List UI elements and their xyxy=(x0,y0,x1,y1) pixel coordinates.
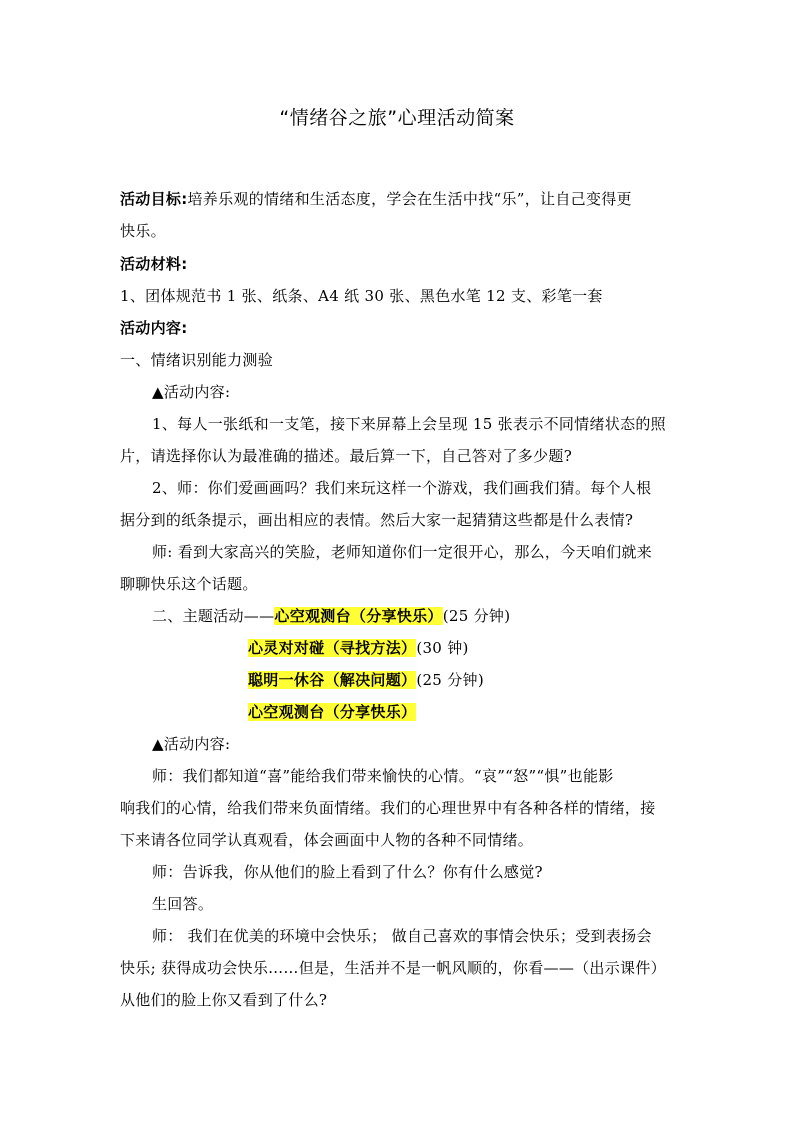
section2-line-4 xyxy=(248,702,416,722)
section2-p4c: 从他们的脸上你又看到了什么? xyxy=(120,991,328,1009)
activity-time-3: (25 分钟) xyxy=(416,671,484,689)
section2-line-2 xyxy=(248,638,469,658)
activity-time-2: (30 钟) xyxy=(416,639,469,657)
activity-time-1: (25 分钟) xyxy=(442,607,511,625)
section2-line-3 xyxy=(248,670,484,690)
section2-sub: ▲活动内容: xyxy=(152,735,231,753)
section1-p3b: 聊聊快乐这个话题。 xyxy=(120,575,258,593)
goal-line-1 xyxy=(120,189,632,209)
goal-label: 活动目标: xyxy=(120,190,188,208)
section2-p1b: 响我们的心情，给我们带来负面情绪。我们的心理世界中有各种各样的情绪，接 xyxy=(120,799,656,817)
section2-p1a: 师：我们都知道“喜”能给我们带来愉快的心情。“哀”“怒”“惧”也能影 xyxy=(152,767,614,785)
page-title: “情绪谷之旅”心理活动简案 xyxy=(279,107,515,129)
section2-p3: 生回答。 xyxy=(152,895,214,913)
goal-text-1: 培养乐观的情绪和生活态度，学会在生活中找“乐”，让自己变得更 xyxy=(187,190,632,208)
section1-p2b: 据分到的纸条提示，画出相应的表情。然后大家一起猜猜这些都是什么表情? xyxy=(120,511,634,529)
goal-line-2: 快乐。 xyxy=(120,222,166,240)
section2-p4b: 快乐; 获得成功会快乐……但是，生活并不是一帆风顺的，你看——（出示课件） xyxy=(120,959,666,977)
section2-p1c: 下来请各位同学认真观看，体会画面中人物的各种不同情绪。 xyxy=(120,831,534,849)
activity-name-1: 心空观测台（分享快乐） xyxy=(274,607,443,625)
activity-name-3: 聪明一休谷（解决问题） xyxy=(248,671,417,689)
section1-p2a: 2、师：你们爱画画吗？我们来玩这样一个游戏，我们画我们猜。每个人根 xyxy=(152,479,652,497)
activity-name-2: 心灵对对碰（寻找方法） xyxy=(248,639,417,657)
section1-sub: ▲活动内容: xyxy=(152,383,231,401)
section1-p3a: 师: 看到大家高兴的笑脸，老师知道你们一定很开心，那么，今天咱们就来 xyxy=(152,543,653,561)
section2-p2: 师：告诉我，你从他们的脸上看到了什么？你有什么感觉? xyxy=(152,863,543,881)
activity-name-4: 心空观测台（分享快乐） xyxy=(248,703,417,721)
materials-label: 活动材料: xyxy=(120,255,188,273)
section2-p4a: 师： 我们在优美的环境中会快乐； 做自己喜欢的事情会快乐；受到表扬会 xyxy=(152,927,652,945)
section2-prefix: 二、主题活动—— xyxy=(152,607,275,625)
section1-heading: 一、情绪识别能力测验 xyxy=(120,351,274,369)
section1-p1b: 片，请选择你认为最准确的描述。最后算一下，自己答对了多少题? xyxy=(120,447,573,465)
content-label: 活动内容: xyxy=(120,319,188,337)
section1-p1a: 1、每人一张纸和一支笔，接下来屏幕上会呈现 15 张表示不同情绪状态的照 xyxy=(152,415,666,433)
section2-line-1 xyxy=(152,606,510,626)
materials-item: 1、团体规范书 1 张、纸条、A4 纸 30 张、黑色水笔 12 支、彩笔一套 xyxy=(120,287,603,305)
